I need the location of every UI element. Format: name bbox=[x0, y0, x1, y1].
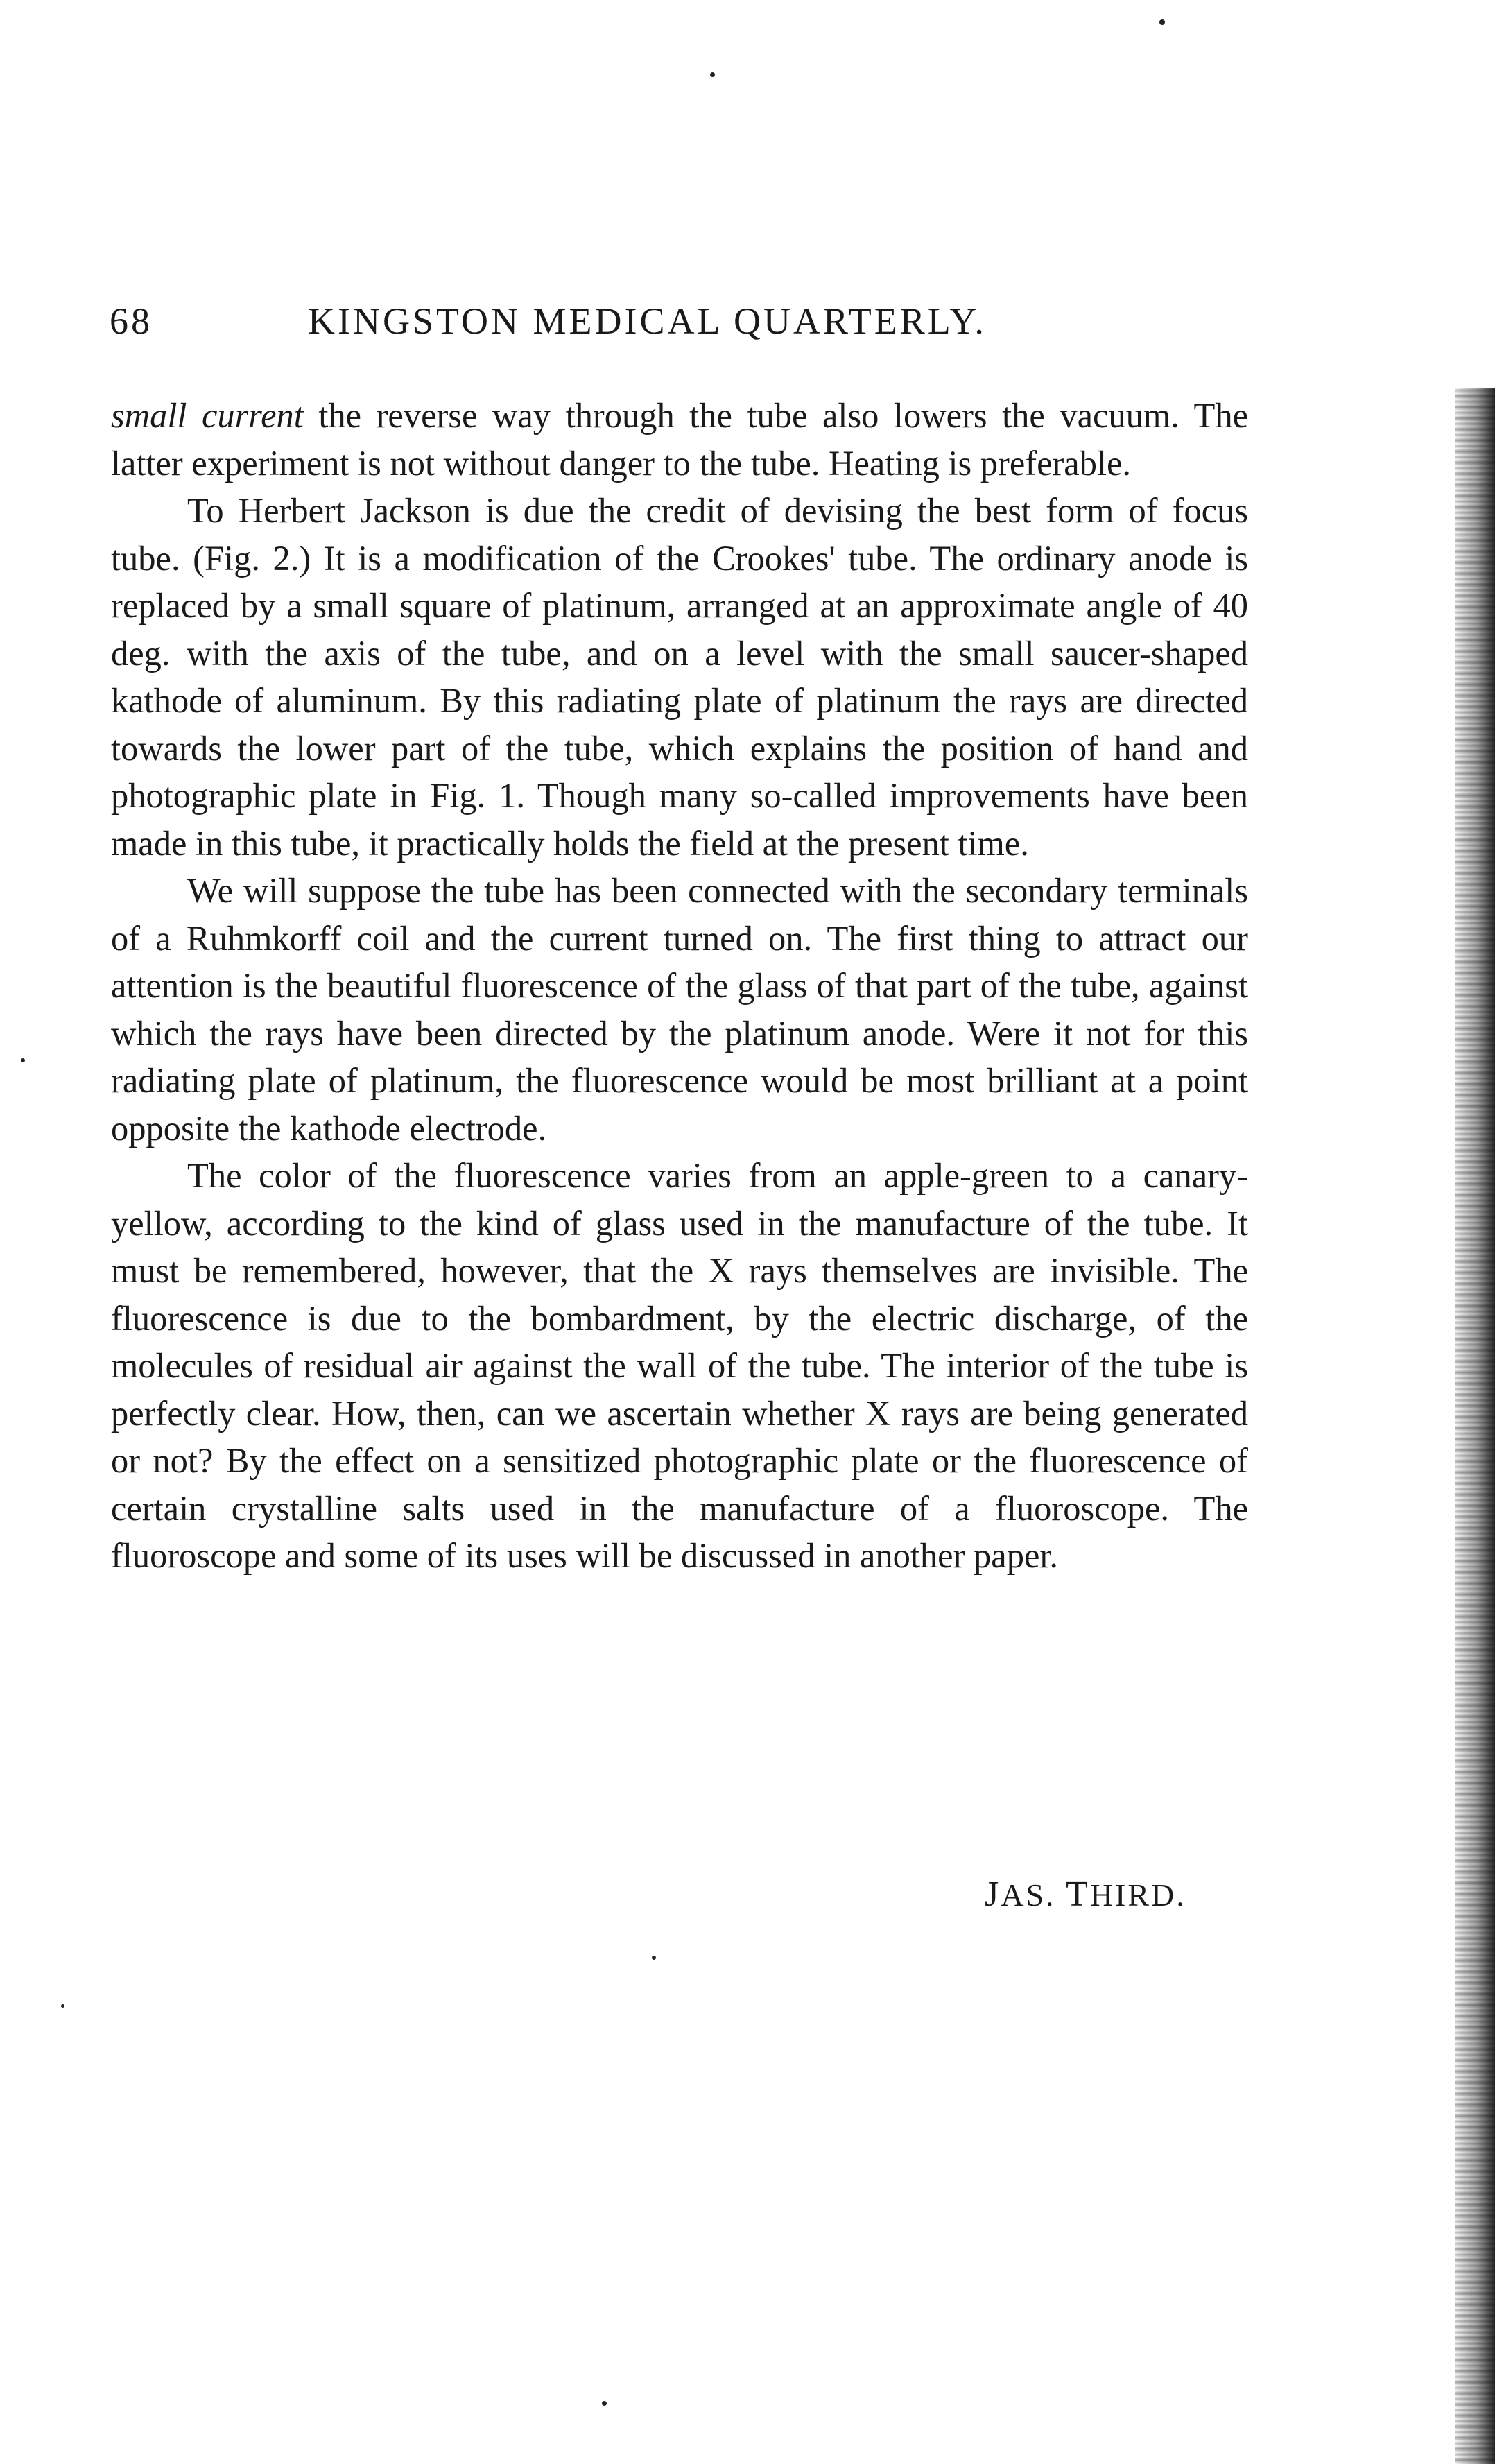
journal-title: KINGSTON MEDICAL QUARTERLY. bbox=[308, 300, 987, 342]
scanned-page-edge bbox=[1455, 388, 1495, 2464]
scan-speck bbox=[21, 1058, 25, 1062]
paragraph-fluorescence: We will suppose the tube has been connected with the secondary terminals of a Ruhmkorff coil and the current turned on. The first thing to attract our attention is the beautiful fluorescence of the glass of that part of the tube, against which the rays have been directed by the platinum anode. Were it not for this radiating plate of platinum, the fluorescence would be most brilliant at a point opposite the kathode electrode. bbox=[111, 871, 1248, 1148]
paragraph-color-of-fluorescence: The color of the fluorescence varies from an apple-green to a canary-yellow, according to the kind of glass used in the manufacture of the tube. It must be remembered, however, that the X rays themselves are invisible. The fluorescence is due to the bombardment, by the electric discharge, of the molecules of residual air against the wall of the tube. The interior of the tube is perfectly clear. How, then, can we ascertain whether X rays are being generated or not? By the effect on a sensitized photographic plate or the fluorescence of certain crystalline salts used in the manufacture of a fluoroscope. The fluoroscope and some of its uses will be discussed in another paper. bbox=[111, 1156, 1248, 1575]
page-number: 68 bbox=[110, 300, 153, 342]
paragraph-continuation bbox=[111, 392, 1248, 487]
scan-speck bbox=[61, 2004, 64, 2008]
paragraph-focus-tube: To Herbert Jackson is due the credit of devising the best form of focus tube. (Fig. 2.) It is a modification of the Crookes' tube. The ordinary anode is replaced by a small square of platinum, arranged at an approximate angle of 40 deg. with the axis of the tube, and on a level with the small saucer-shaped kathode of aluminum. By this radiating plate of platinum the rays are directed towards the lower part of the tube, which explains the position of hand and photographic plate in Fig. 1. Though many so-called improvements have been made in this tube, it practically holds the field at the present time. bbox=[111, 491, 1248, 863]
scan-speck bbox=[1159, 19, 1165, 25]
scan-speck bbox=[710, 72, 715, 77]
running-head bbox=[110, 300, 1101, 355]
author-signature bbox=[985, 1874, 1186, 1915]
signature-first-name: AS. bbox=[1001, 1877, 1066, 1913]
signature-initial-t: T bbox=[1066, 1875, 1090, 1914]
article-body bbox=[111, 392, 1248, 1580]
signature-last-name: HIRD. bbox=[1089, 1877, 1186, 1913]
scan-speck bbox=[602, 2401, 607, 2406]
scan-speck bbox=[652, 1956, 656, 1960]
italic-phrase: small current bbox=[111, 396, 304, 435]
signature-initial-j: J bbox=[985, 1875, 1001, 1914]
paragraph-continuation-text: the reverse way through the tube also lowers the vacuum. The latter experiment is not without danger to the tube. Heating is preferable. bbox=[111, 396, 1248, 483]
